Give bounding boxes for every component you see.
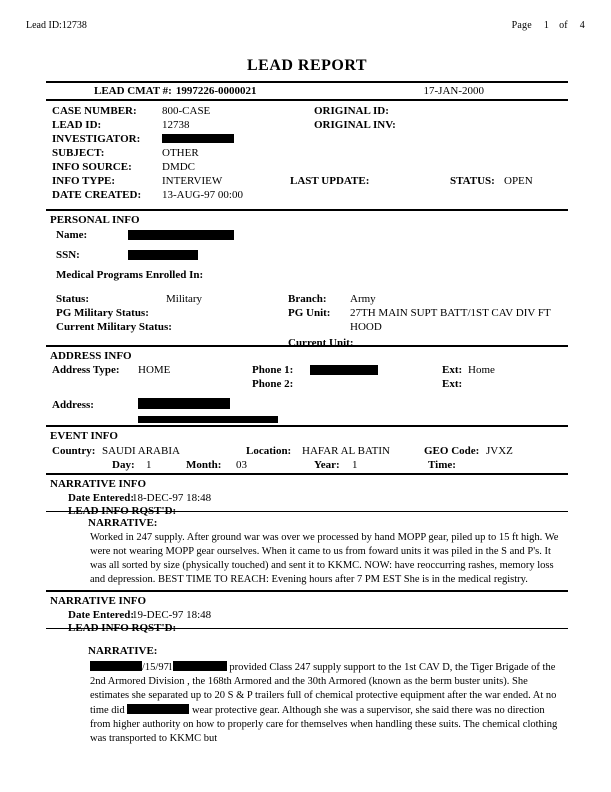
narrative-text [46,657,568,745]
branch-label: Branch: [288,293,327,305]
ssn-label: SSN: [56,249,80,261]
day-value: 1 [146,459,152,471]
date-entered-value: 19-DEC-97 18:48 [132,609,212,622]
address-value-line2 [138,413,278,425]
subject-label: SUBJECT: [52,147,105,159]
header-lead-id [26,20,87,31]
year-label: Year: [314,459,340,471]
page-number-current: 1 [543,20,550,31]
branch-value: Army [350,293,376,305]
header-lead-id-value: 12738 [61,20,87,31]
month-label: Month: [186,459,222,471]
location-value: HAFAR AL BATIN [302,445,391,457]
current-unit-label: Current Unit: [288,337,354,349]
phone2-label: Phone 2: [252,378,294,390]
original-inv-label: ORIGINAL INV: [314,119,396,131]
day-label: Day: [112,459,135,471]
geo-code-label: GEO Code: [424,445,480,457]
redaction-bar [90,661,142,671]
subject-value: OTHER [162,147,199,159]
info-source-value: DMDC [162,161,196,173]
address-type-label: Address Type: [52,364,120,376]
info-type-value: INTERVIEW [162,175,223,187]
cmat-value: 1997226-0000021 [175,85,257,97]
page-number-total: 4 [579,20,585,31]
narrative-text-part1: provided Class 247 supply support to the 1st CAV D, the Tiger Brigade of the 2nd Armored Division , the 168th Armored and the 30th Armored (known as the berm buster units). She estimates she separated up to 20 S & P trailers full of chemical protective equipment after the war ended. At no time did [90,662,557,717]
header-page-number [512,20,585,31]
report-body [46,57,568,746]
narrative-text-part2: wear protective gear. Although she was a supervisor, she said there was no direction from higher authority on how to properly care for themselves when handling these suits. The chemical clothing was transported to KKMC but [90,705,558,744]
narrative-date-suffix: /15/97l [142,662,172,674]
page-word: Page [511,20,532,31]
ext-label: Ext: [442,378,463,390]
narrative-2-body [46,629,568,745]
status-label: Status: [56,293,90,305]
redaction-bar [138,398,230,409]
ext-home-label: Ext: [442,364,463,376]
name-value [128,229,234,242]
date-created-value: 13-AUG-97 00:00 [162,189,243,201]
phone1-value [310,364,378,377]
narrative-1-body [46,512,568,586]
narrative-info-block-1 [46,475,568,517]
geo-code-value: JVXZ [486,445,513,457]
status-value: OPEN [504,175,533,187]
redaction-bar [162,134,234,143]
redaction-bar [173,661,227,671]
last-update-label: LAST UPDATE: [290,175,370,187]
time-label: Time: [428,459,456,471]
cmat-date: 17-JAN-2000 [423,85,484,97]
case-number-label: CASE NUMBER: [52,105,137,117]
narrative-info-block-2 [46,592,568,635]
date-entered-label: Date Entered: [68,609,135,622]
redaction-bar [128,230,234,240]
date-entered-value: 18-DEC-97 18:48 [132,492,212,504]
investigator-value [162,133,234,145]
country-value: SAUDI ARABIA [102,445,180,457]
location-label: Location: [246,445,292,457]
event-info-title: EVENT INFO [50,430,118,442]
status-value: Military [166,293,203,305]
narrative-label: NARRATIVE: [88,645,158,658]
address-info-block [46,347,568,425]
ssn-value [128,249,198,262]
pg-unit-value-line2: HOOD [350,321,382,333]
page-title: LEAD REPORT [246,57,368,74]
address-info-title: ADDRESS INFO [50,350,132,362]
address-label: Address: [52,399,94,411]
date-entered-label: Date Entered: [68,492,135,504]
pg-unit-label: PG Unit: [288,307,331,319]
info-source-label: INFO SOURCE: [52,161,132,173]
year-value: 1 [352,459,358,471]
event-info-block [46,427,568,473]
status-label: STATUS: [450,175,495,187]
original-id-label: ORIGINAL ID: [314,105,389,117]
lead-id-label: LEAD ID: [52,119,102,131]
redaction-bar [310,365,378,375]
case-info-block [46,101,568,209]
medical-programs-label: Medical Programs Enrolled In: [56,269,204,281]
current-military-status-label: Current Military Status: [56,321,172,333]
investigator-label: INVESTIGATOR: [52,133,141,145]
lead-info-rqstd-label: LEAD INFO RQST'D: [68,505,177,517]
month-value: 03 [236,459,247,471]
name-label: Name: [56,229,88,241]
cmat-label: LEAD CMAT #: [94,85,172,97]
lead-info-rqstd-label: LEAD INFO RQST'D: [68,622,177,635]
address-type-value: HOME [138,364,171,376]
header-lead-id-label: Lead ID: [26,20,62,31]
date-created-label: DATE CREATED: [52,189,142,201]
ext-home-value: Home [468,364,495,376]
page-header [26,20,585,31]
country-label: Country: [52,445,96,457]
redaction-bar [128,250,198,260]
pg-unit-value-line1: 27TH MAIN SUPT BATT/1ST CAV DIV FT [350,307,551,319]
phone1-label: Phone 1: [252,364,294,376]
case-number-value: 800-CASE [162,105,211,117]
redaction-bar [138,416,278,423]
redaction-bar [127,704,189,714]
personal-info-block [46,211,568,349]
narrative-info-title: NARRATIVE INFO [50,478,147,490]
pg-military-status-label: PG Military Status: [56,307,149,319]
personal-info-title: PERSONAL INFO [50,214,140,226]
narrative-label: NARRATIVE: [88,517,158,529]
cmat-row [46,83,568,99]
lead-id-value: 12738 [162,119,190,131]
narrative-info-title: NARRATIVE INFO [50,595,147,608]
page-of-word: of [559,20,568,31]
address-value-line1 [138,397,230,411]
info-type-label: INFO TYPE: [52,175,116,187]
narrative-text: Worked in 247 supply. After ground war was over we processed by hand MOPP gear, piled up to 15 ft high. We were not wearing MOPP gear ourselves. When it came to us from foward units it was piled in the S and P's. It was all sorted by size (physically touched) and sent it to KKMC. NOW: have reoccurring rashes, memory loss and depression. BEST TIME TO REACH: Evening hours after 7 PM EST She is in the medical registry. [90,532,559,585]
